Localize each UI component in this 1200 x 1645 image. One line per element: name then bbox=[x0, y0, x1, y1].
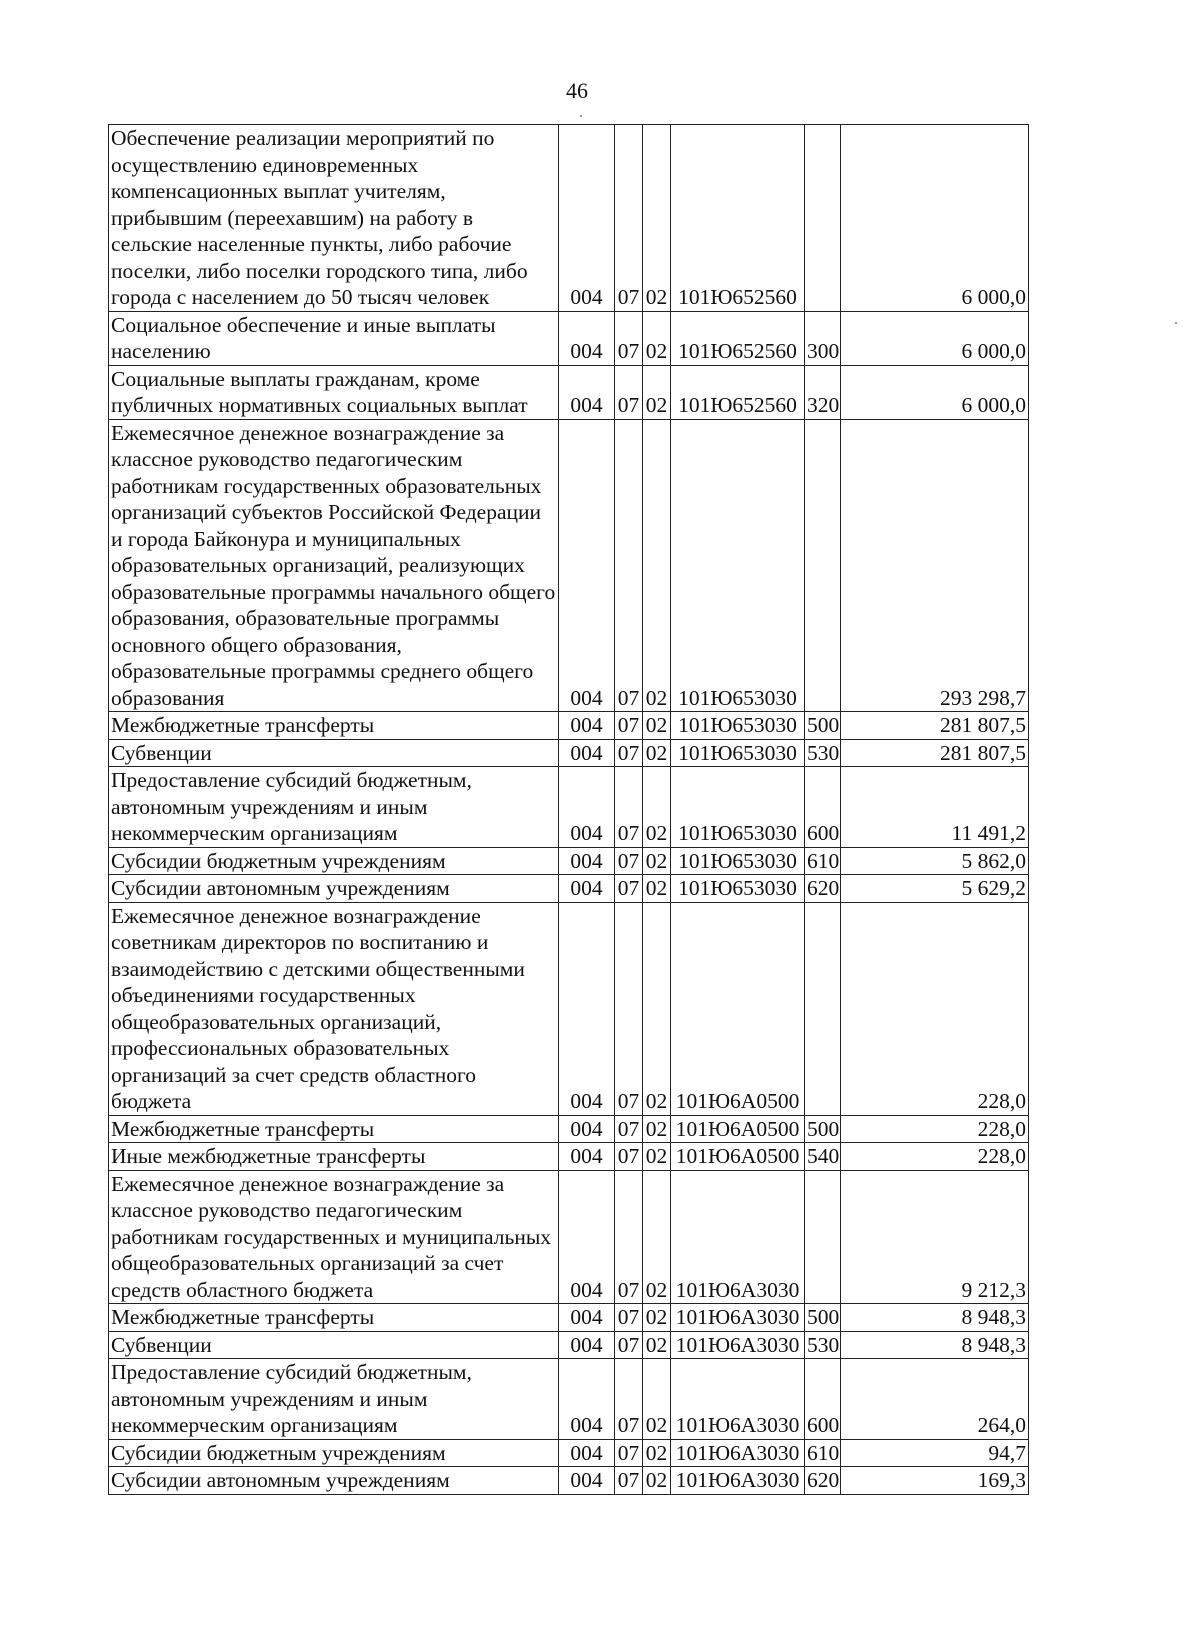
target-article-code: 101Ю652560 bbox=[671, 365, 805, 419]
row-name: Субсидии автономным учреждениям bbox=[109, 1467, 559, 1495]
expense-type-code bbox=[805, 1170, 841, 1304]
table-row bbox=[109, 847, 1029, 875]
expense-type-code bbox=[805, 902, 841, 1115]
ministry-code: 004 bbox=[559, 712, 615, 740]
expense-type-code bbox=[805, 419, 841, 712]
scan-speck bbox=[1175, 322, 1177, 324]
amount: 9 212,3 bbox=[841, 1170, 1029, 1304]
expense-type-code bbox=[805, 125, 841, 312]
expense-type-code: 610 bbox=[805, 847, 841, 875]
table-row bbox=[109, 1304, 1029, 1332]
amount: 5 862,0 bbox=[841, 847, 1029, 875]
table-row bbox=[109, 311, 1029, 365]
target-article-code: 101Ю6А0500 bbox=[671, 1115, 805, 1143]
row-name: Иные межбюджетные трансферты bbox=[109, 1143, 559, 1171]
row-name: Субвенции bbox=[109, 739, 559, 767]
expense-type-code: 530 bbox=[805, 739, 841, 767]
subsection-code: 02 bbox=[643, 1359, 671, 1440]
subsection-code: 02 bbox=[643, 875, 671, 903]
subsection-code: 02 bbox=[643, 847, 671, 875]
table-row bbox=[109, 739, 1029, 767]
subsection-code: 02 bbox=[643, 712, 671, 740]
ministry-code: 004 bbox=[559, 419, 615, 712]
amount: 5 629,2 bbox=[841, 875, 1029, 903]
row-name: Межбюджетные трансферты bbox=[109, 1304, 559, 1332]
subsection-code: 02 bbox=[643, 311, 671, 365]
target-article-code: 101Ю6А3030 bbox=[671, 1170, 805, 1304]
expense-type-code: 500 bbox=[805, 712, 841, 740]
subsection-code: 02 bbox=[643, 1304, 671, 1332]
ministry-code: 004 bbox=[559, 365, 615, 419]
expense-type-code: 600 bbox=[805, 767, 841, 848]
ministry-code: 004 bbox=[559, 1143, 615, 1171]
section-code: 07 bbox=[615, 125, 643, 312]
subsection-code: 02 bbox=[643, 1467, 671, 1495]
section-code: 07 bbox=[615, 847, 643, 875]
section-code: 07 bbox=[615, 875, 643, 903]
row-name: Субсидии автономным учреждениям bbox=[109, 875, 559, 903]
section-code: 07 bbox=[615, 419, 643, 712]
section-code: 07 bbox=[615, 767, 643, 848]
amount: 8 948,3 bbox=[841, 1331, 1029, 1359]
row-name: Обеспечение реализации мероприятий по осуществлению единовременных компенсационных выплат учителям, прибывшим (переехавшим) на работу в сельские населенные пункты, либо рабочие поселки, либо поселки городского типа, либо города с населением до 50 тысяч человек bbox=[109, 125, 559, 312]
ministry-code: 004 bbox=[559, 125, 615, 312]
row-name: Ежемесячное денежное вознаграждение за классное руководство педагогическим работникам государственных образовательных организаций субъектов Российской Федерации и города Байконура и муниципальных образовательных организаций, реализующих образовательные программы начального общего образования, образовательные программы основного общего образования, образовательные программы среднего общего образования bbox=[109, 419, 559, 712]
ministry-code: 004 bbox=[559, 847, 615, 875]
amount: 8 948,3 bbox=[841, 1304, 1029, 1332]
row-name: Межбюджетные трансферты bbox=[109, 712, 559, 740]
target-article-code: 101Ю6А3030 bbox=[671, 1439, 805, 1467]
table-row bbox=[109, 365, 1029, 419]
row-name: Ежемесячное денежное вознаграждение за классное руководство педагогическим работникам государственных и муниципальных общеобразовательных организаций за счет средств областного бюджета bbox=[109, 1170, 559, 1304]
expense-type-code: 530 bbox=[805, 1331, 841, 1359]
amount: 228,0 bbox=[841, 1115, 1029, 1143]
expense-type-code: 500 bbox=[805, 1304, 841, 1332]
subsection-code: 02 bbox=[643, 1143, 671, 1171]
table-row bbox=[109, 712, 1029, 740]
expense-type-code: 300 bbox=[805, 311, 841, 365]
target-article-code: 101Ю653030 bbox=[671, 875, 805, 903]
target-article-code: 101Ю6А3030 bbox=[671, 1467, 805, 1495]
target-article-code: 101Ю6А0500 bbox=[671, 902, 805, 1115]
ministry-code: 004 bbox=[559, 1115, 615, 1143]
amount: 228,0 bbox=[841, 1143, 1029, 1171]
amount: 6 000,0 bbox=[841, 365, 1029, 419]
subsection-code: 02 bbox=[643, 125, 671, 312]
section-code: 07 bbox=[615, 739, 643, 767]
amount: 293 298,7 bbox=[841, 419, 1029, 712]
subsection-code: 02 bbox=[643, 767, 671, 848]
expense-type-code: 620 bbox=[805, 1467, 841, 1495]
amount: 281 807,5 bbox=[841, 739, 1029, 767]
target-article-code: 101Ю653030 bbox=[671, 712, 805, 740]
row-name: Ежемесячное денежное вознаграждение советникам директоров по воспитанию и взаимодействию с детскими общественными объединениями государственных общеобразовательных организаций, профессиональных образовательных организаций за счет средств областного бюджета bbox=[109, 902, 559, 1115]
section-code: 07 bbox=[615, 1115, 643, 1143]
budget-table bbox=[108, 124, 1029, 1495]
ministry-code: 004 bbox=[559, 311, 615, 365]
target-article-code: 101Ю6А3030 bbox=[671, 1331, 805, 1359]
table-row bbox=[109, 1467, 1029, 1495]
expense-type-code: 320 bbox=[805, 365, 841, 419]
expense-type-code: 620 bbox=[805, 875, 841, 903]
target-article-code: 101Ю652560 bbox=[671, 311, 805, 365]
subsection-code: 02 bbox=[643, 902, 671, 1115]
amount: 94,7 bbox=[841, 1439, 1029, 1467]
row-name: Предоставление субсидий бюджетным, автономным учреждениям и иным некоммерческим организациям bbox=[109, 767, 559, 848]
amount: 11 491,2 bbox=[841, 767, 1029, 848]
subsection-code: 02 bbox=[643, 1170, 671, 1304]
subsection-code: 02 bbox=[643, 365, 671, 419]
expense-type-code: 500 bbox=[805, 1115, 841, 1143]
section-code: 07 bbox=[615, 311, 643, 365]
amount: 264,0 bbox=[841, 1359, 1029, 1440]
row-name: Субвенции bbox=[109, 1331, 559, 1359]
expense-type-code: 540 bbox=[805, 1143, 841, 1171]
table-row bbox=[109, 1170, 1029, 1304]
target-article-code: 101Ю653030 bbox=[671, 419, 805, 712]
subsection-code: 02 bbox=[643, 419, 671, 712]
amount: 169,3 bbox=[841, 1467, 1029, 1495]
section-code: 07 bbox=[615, 365, 643, 419]
row-name: Социальные выплаты гражданам, кроме публичных нормативных социальных выплат bbox=[109, 365, 559, 419]
section-code: 07 bbox=[615, 1467, 643, 1495]
section-code: 07 bbox=[615, 1359, 643, 1440]
target-article-code: 101Ю653030 bbox=[671, 739, 805, 767]
table-row bbox=[109, 1359, 1029, 1440]
table-row bbox=[109, 1331, 1029, 1359]
amount: 6 000,0 bbox=[841, 311, 1029, 365]
target-article-code: 101Ю6А0500 bbox=[671, 1143, 805, 1171]
subsection-code: 02 bbox=[643, 1439, 671, 1467]
table-row bbox=[109, 125, 1029, 312]
target-article-code: 101Ю653030 bbox=[671, 767, 805, 848]
table-row bbox=[109, 902, 1029, 1115]
expense-type-code: 600 bbox=[805, 1359, 841, 1440]
amount: 228,0 bbox=[841, 902, 1029, 1115]
subsection-code: 02 bbox=[643, 1115, 671, 1143]
row-name: Субсидии бюджетным учреждениям bbox=[109, 1439, 559, 1467]
section-code: 07 bbox=[615, 1304, 643, 1332]
section-code: 07 bbox=[615, 902, 643, 1115]
table-row bbox=[109, 1143, 1029, 1171]
ministry-code: 004 bbox=[559, 739, 615, 767]
section-code: 07 bbox=[615, 1331, 643, 1359]
ministry-code: 004 bbox=[559, 1359, 615, 1440]
target-article-code: 101Ю6А3030 bbox=[671, 1359, 805, 1440]
amount: 6 000,0 bbox=[841, 125, 1029, 312]
ministry-code: 004 bbox=[559, 1170, 615, 1304]
expense-type-code: 610 bbox=[805, 1439, 841, 1467]
ministry-code: 004 bbox=[559, 875, 615, 903]
table-row bbox=[109, 1115, 1029, 1143]
row-name: Предоставление субсидий бюджетным, автономным учреждениям и иным некоммерческим организациям bbox=[109, 1359, 559, 1440]
row-name: Субсидии бюджетным учреждениям bbox=[109, 847, 559, 875]
row-name: Социальное обеспечение и иные выплаты населению bbox=[109, 311, 559, 365]
ministry-code: 004 bbox=[559, 902, 615, 1115]
table-row bbox=[109, 875, 1029, 903]
section-code: 07 bbox=[615, 1439, 643, 1467]
table-row bbox=[109, 1439, 1029, 1467]
scan-speck bbox=[580, 115, 582, 117]
table-row bbox=[109, 419, 1029, 712]
target-article-code: 101Ю653030 bbox=[671, 847, 805, 875]
section-code: 07 bbox=[615, 712, 643, 740]
ministry-code: 004 bbox=[559, 1304, 615, 1332]
ministry-code: 004 bbox=[559, 1439, 615, 1467]
subsection-code: 02 bbox=[643, 739, 671, 767]
section-code: 07 bbox=[615, 1143, 643, 1171]
table-row bbox=[109, 767, 1029, 848]
subsection-code: 02 bbox=[643, 1331, 671, 1359]
ministry-code: 004 bbox=[559, 767, 615, 848]
amount: 281 807,5 bbox=[841, 712, 1029, 740]
target-article-code: 101Ю6А3030 bbox=[671, 1304, 805, 1332]
ministry-code: 004 bbox=[559, 1331, 615, 1359]
page-number: 46 bbox=[566, 78, 588, 103]
row-name: Межбюджетные трансферты bbox=[109, 1115, 559, 1143]
section-code: 07 bbox=[615, 1170, 643, 1304]
target-article-code: 101Ю652560 bbox=[671, 125, 805, 312]
ministry-code: 004 bbox=[559, 1467, 615, 1495]
